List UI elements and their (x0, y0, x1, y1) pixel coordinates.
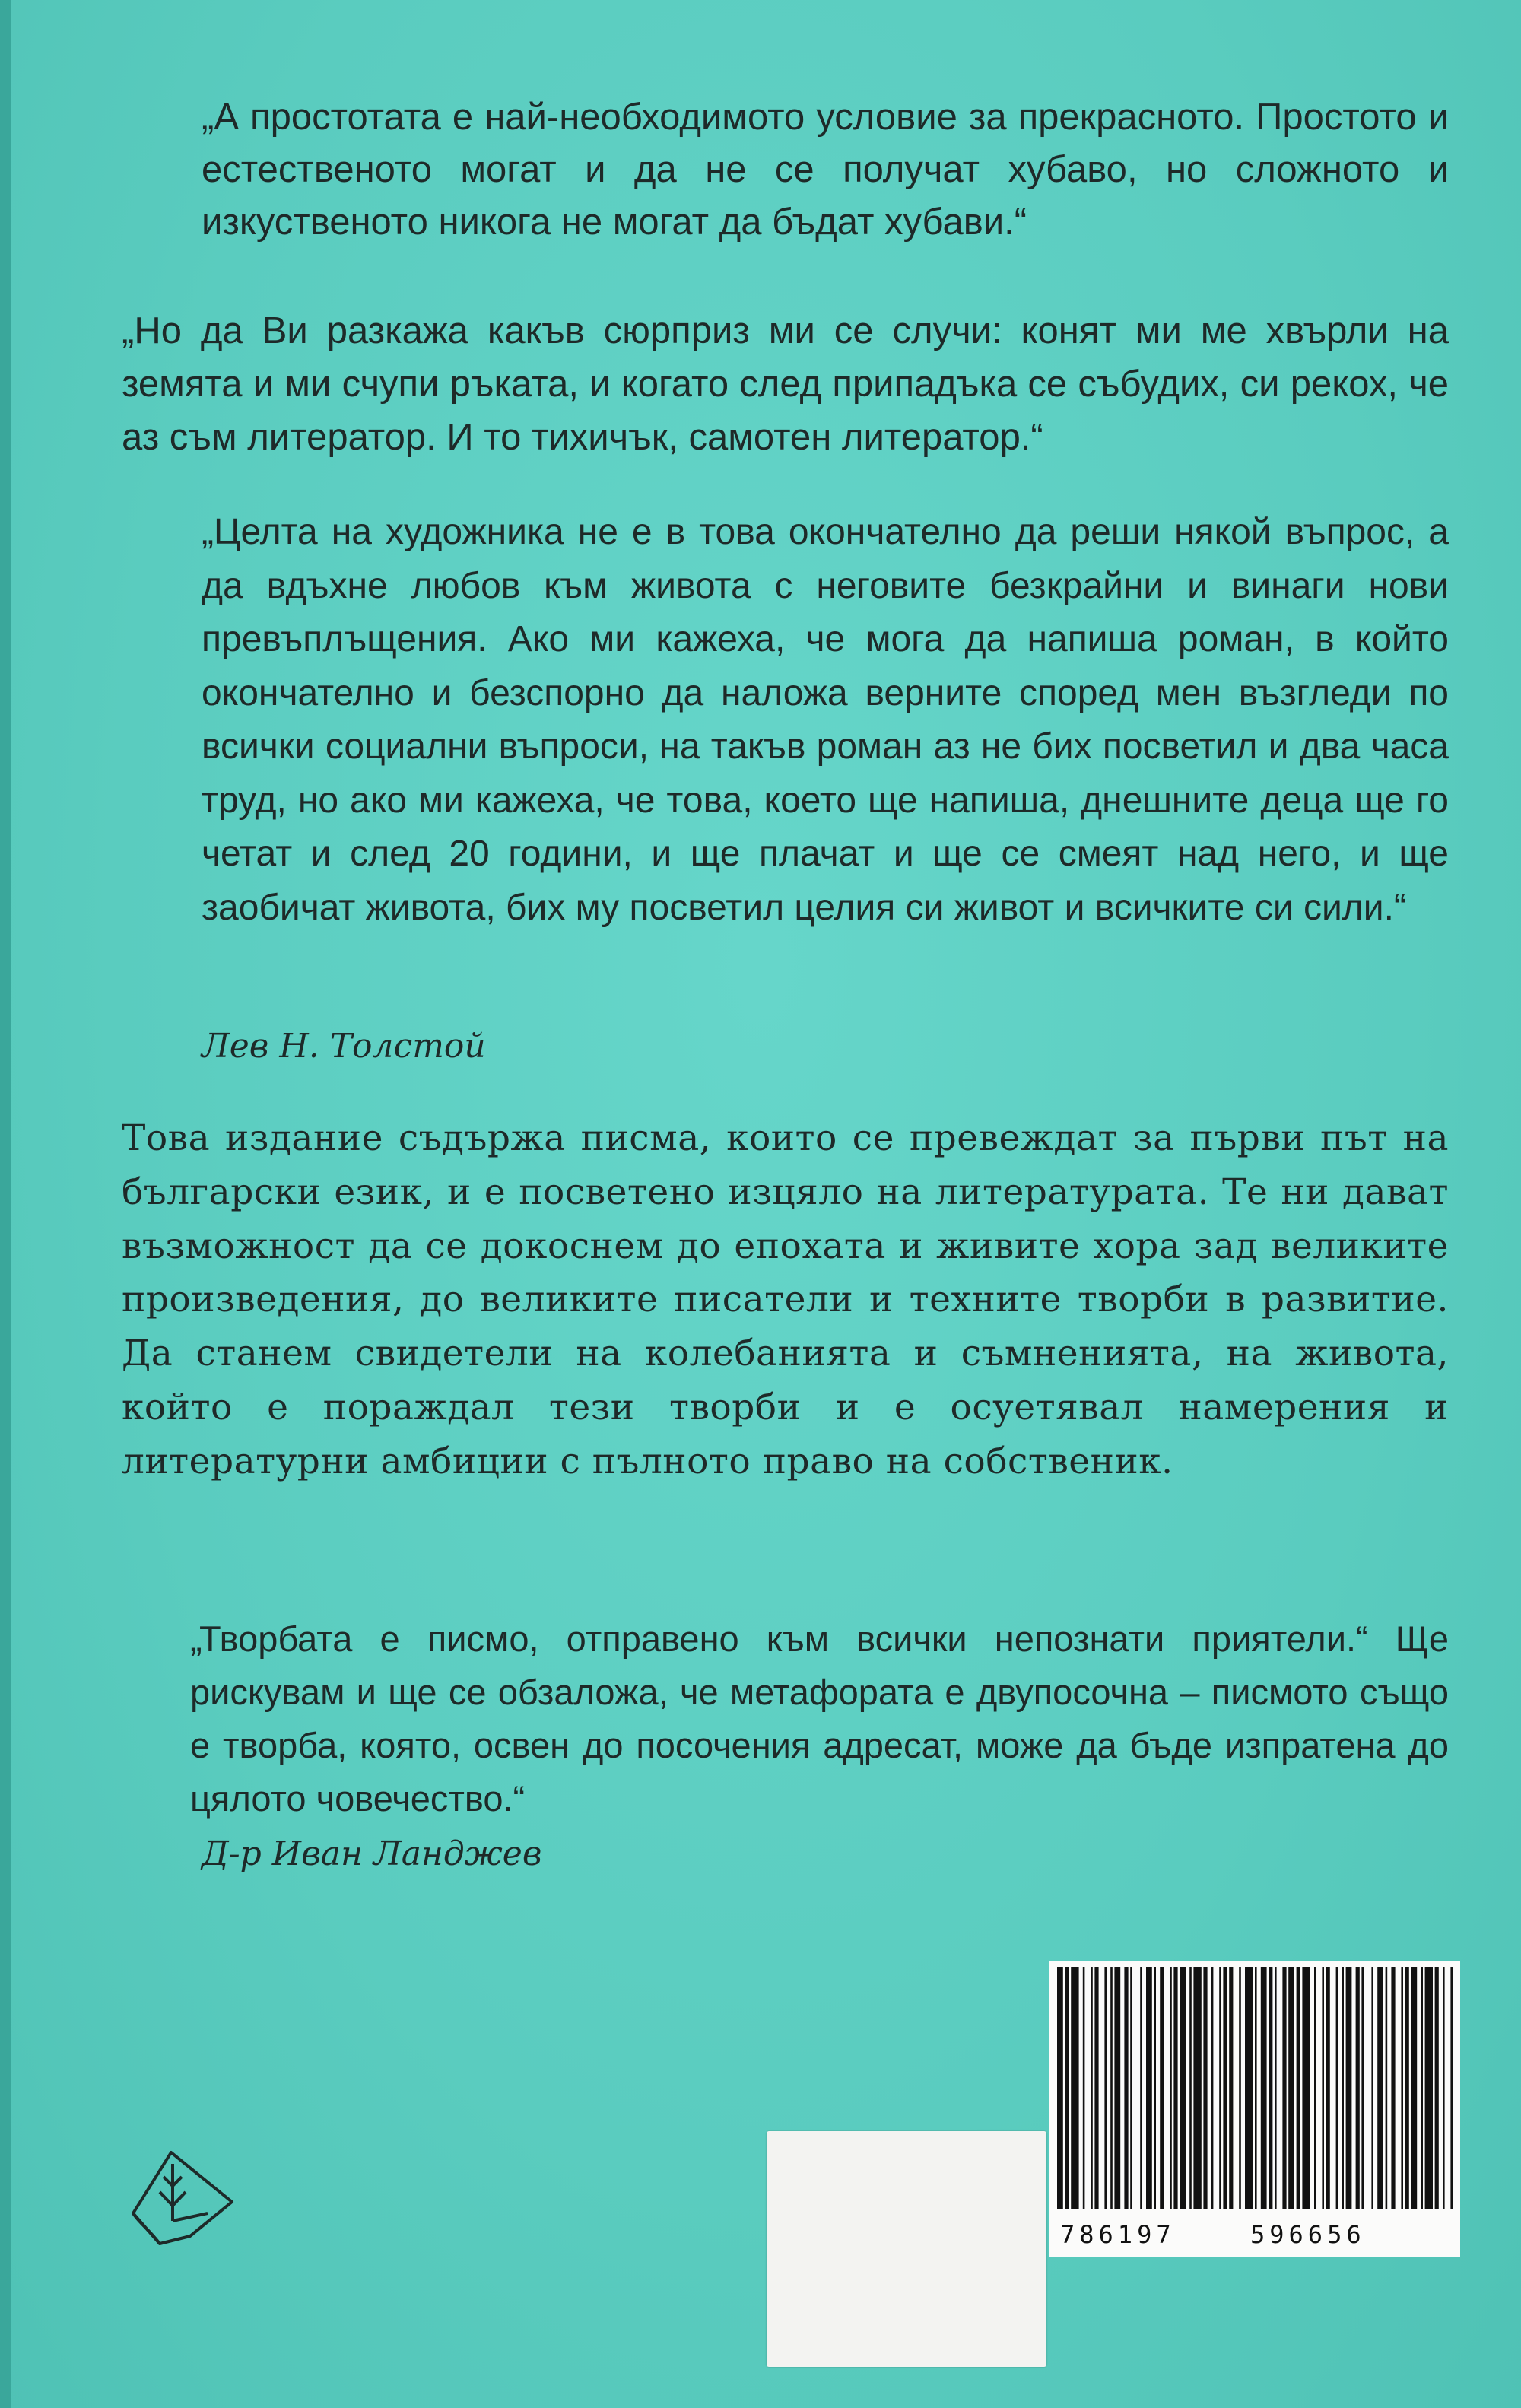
barcode-bar (1193, 1967, 1201, 2209)
barcode-bar (1450, 1967, 1453, 2209)
barcode-digits (1049, 2212, 1460, 2257)
barcode-bar (1411, 1967, 1417, 2209)
barcode-left-digits: 786197 (1060, 2220, 1176, 2249)
barcode-bar (1071, 1967, 1078, 2209)
quote-author-tolstoy: Лев Н. Толстой (202, 1027, 486, 1066)
barcode-bar (1124, 1967, 1128, 2209)
barcode-bars (1049, 1961, 1460, 2212)
barcode-bar (1229, 1967, 1233, 2209)
barcode-bar (1203, 1967, 1207, 2209)
price-sticker (767, 2131, 1046, 2367)
barcode-bar (1288, 1967, 1294, 2209)
isbn-barcode (1049, 1961, 1460, 2212)
barcode-bar (1130, 1967, 1132, 2209)
barcode-bar (1255, 1967, 1257, 2209)
barcode-bar (1435, 1967, 1439, 2209)
closing-quote: „Творбата е писмо, отправено към всички непознати приятели.“ Ще рискувам и ще се обзаложа, че метафората е двупосочна – писмото също е творба, която, освен до посочения адресат, може да бъде изпратена до цялото човечество.“ (190, 1619, 1449, 1819)
barcode-bar (1140, 1967, 1142, 2209)
barcode-bar (1405, 1967, 1409, 2209)
barcode-bar (1377, 1967, 1383, 2209)
barcode-bar (1336, 1967, 1338, 2209)
barcode-bar (1356, 1967, 1360, 2209)
barcode-bar (1322, 1967, 1324, 2209)
barcode-bar (1245, 1967, 1253, 2209)
quote-simplicity: „А простотата е най-необходимото условие за прекрасното. Простото и естественото могат и да не се получат хубаво, но сложното и изкуственото никога не могат да бъдат хубави.“ (202, 97, 1449, 243)
barcode-right-digits: 596656 (1250, 2220, 1366, 2249)
barcode-bar (1261, 1967, 1267, 2209)
quote-literator: „Но да Ви разкажа какъв сюрприз ми се случи: конят ми ме хвърли на земята и ми счупи ръката, и когато след припадъка се събудих, си рекох, че аз съм литератор. И то тихичък, самотен литератор.“ (122, 310, 1449, 458)
barcode-bar (1326, 1967, 1330, 2209)
barcode-bar (1083, 1967, 1085, 2209)
closing-quote-author: Д-р Иван Ланджев (202, 1835, 542, 1873)
edition-description: Това издание съдържа писма, които се превеждат за първи път на български език, и е посветено изцяло на литературата. Те ни дават възможност да се докоснем до епохата и живите хора зад великите произведения, до великите писатели и техните творби в развитие. Да станем свидетели на колебанията и съмненията, на живота, който е пораждал тези творби и е осуетявал намерения и литературни амбиции с пълното право на собственик. (122, 1117, 1449, 1482)
barcode-bar (1421, 1967, 1423, 2209)
cover-spine-edge (0, 0, 11, 2408)
barcode-bar (1443, 1967, 1445, 2209)
barcode-bar (1110, 1967, 1113, 2209)
barcode-bar (1401, 1967, 1403, 2209)
barcode-bar (1114, 1967, 1120, 2209)
barcode-bar (1282, 1967, 1286, 2209)
barcode-bar (1361, 1967, 1364, 2209)
barcode-bar (1219, 1967, 1221, 2209)
barcode-bar (1154, 1967, 1156, 2209)
barcode-bar (1094, 1967, 1098, 2209)
barcode-bar (1346, 1967, 1352, 2209)
barcode-bar (1239, 1967, 1241, 2209)
barcode-bar (1173, 1967, 1177, 2209)
barcode-bar (1342, 1967, 1344, 2209)
barcode-bar (1425, 1967, 1433, 2209)
barcode-bar (1057, 1967, 1063, 2209)
barcode-bar (1302, 1967, 1310, 2209)
barcode-bar (1160, 1967, 1164, 2209)
publisher-logo-icon (118, 2130, 247, 2259)
quote-artist-purpose: „Целта на художника не е в това окончателно да реши някой въпрос, а да вдъхне любов към живота с неговите безкрайни и винаги нови превъплъщения. Ако ми кажеха, че мога да напиша роман, в който окончателно и безспорно да наложа верните според мен възгледи по всички социални въпроси, на такъв роман аз не бих посветил и два часа труд, но ако ми кажеха, че това, което ще напиша, днешните деца ще го четат и след 20 години, и ще плачат и ще се смеят над него, и ще заобичат живота, бих му посветил целия си живот и всичките си сили.“ (202, 512, 1449, 928)
barcode-bar (1314, 1967, 1316, 2209)
barcode-bar (1386, 1967, 1388, 2209)
barcode-bar (1189, 1967, 1192, 2209)
barcode-bar (1091, 1967, 1093, 2209)
barcode-bar (1146, 1967, 1152, 2209)
barcode-bar (1104, 1967, 1107, 2209)
barcode-bar (1065, 1967, 1069, 2209)
barcode-bar (1170, 1967, 1172, 2209)
barcode-bar (1180, 1967, 1186, 2209)
barcode-bar (1275, 1967, 1277, 2209)
barcode-bar (1269, 1967, 1272, 2209)
barcode-bar (1391, 1967, 1395, 2209)
barcode-bar (1371, 1967, 1373, 2209)
barcode-bar (1211, 1967, 1214, 2209)
barcode-bar (1297, 1967, 1300, 2209)
barcode-bar (1223, 1967, 1227, 2209)
